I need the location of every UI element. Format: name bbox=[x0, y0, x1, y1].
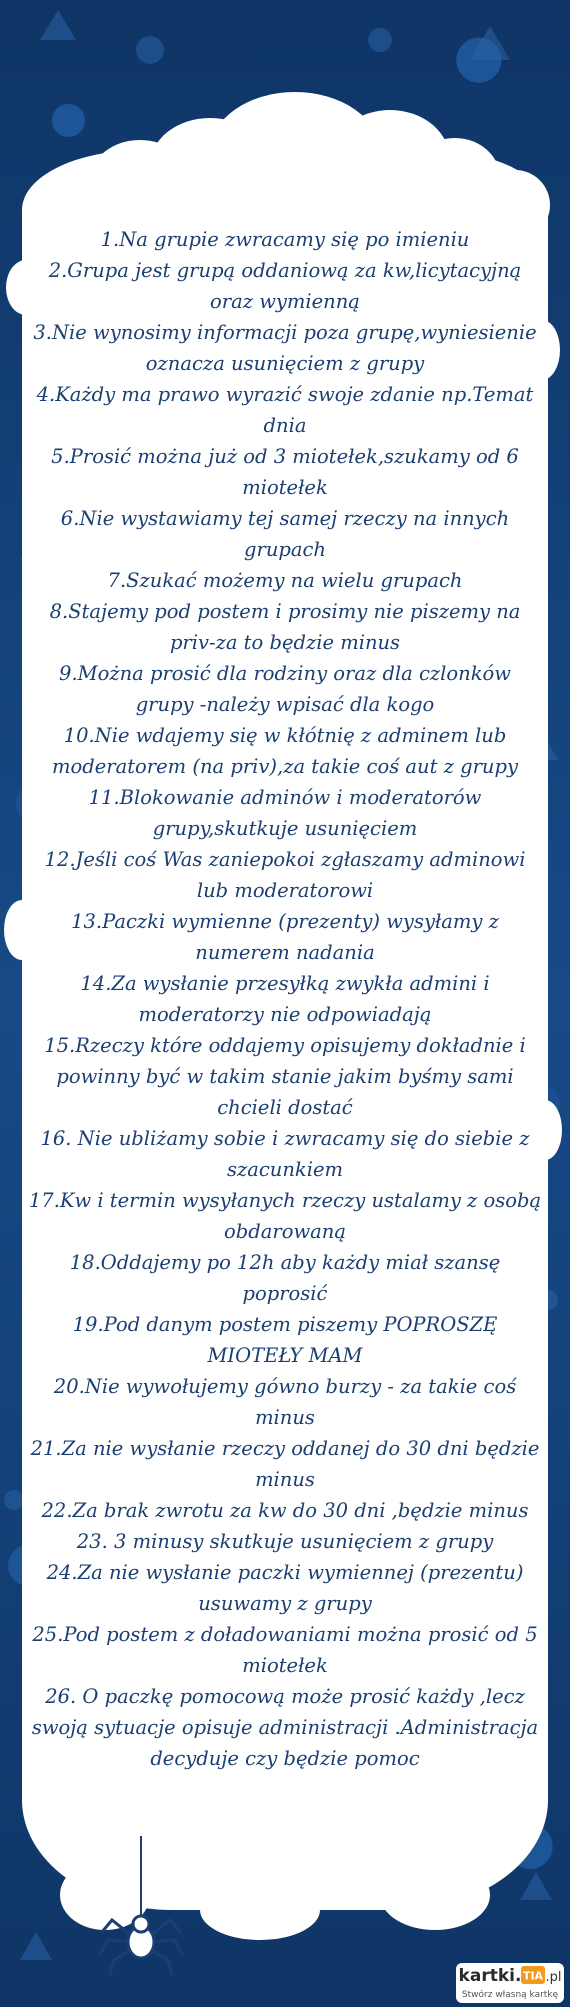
rule-item: 23. 3 minusy skutkuje usunięciem z grupy bbox=[76, 1530, 494, 1553]
rule-item: 9.Można prosić dla rodziny oraz dla czlonków grupy -należy wpisać dla kogo bbox=[59, 662, 511, 716]
brand-tagline: Stwórz własną kartkę bbox=[461, 1990, 559, 2000]
rule-item: 11.Blokowanie adminów i moderatorów grupy,skutkuje usunięciem bbox=[88, 786, 482, 840]
panel-edge-shape bbox=[200, 1880, 320, 1940]
rule-item: 12.Jeśli coś Was zaniepokoi zgłaszamy adminowi lub moderatorowi bbox=[44, 848, 526, 902]
rule-item: 16. Nie ubliżamy sobie i zwracamy się do siebie z szacunkiem bbox=[40, 1127, 530, 1181]
rule-item: 22.Za brak zwrotu za kw do 30 dni ,będzie minus bbox=[41, 1499, 529, 1522]
rule-item: 20.Nie wywołujemy gówno burzy - za takie coś minus bbox=[53, 1375, 517, 1429]
brand-logo-mark: TIA bbox=[523, 1969, 544, 1983]
rule-item: 7.Szukać możemy na wielu grupach bbox=[107, 569, 463, 592]
rule-item: 21.Za nie wysłanie rzeczy oddanej do 30 dni będzie minus bbox=[30, 1437, 540, 1491]
spider-icon bbox=[96, 1836, 186, 1976]
rule-item: 13.Paczki wymienne (prezenty) wysyłamy z numerem nadania bbox=[71, 910, 499, 964]
rule-item: 8.Stajemy pod postem i prosimy nie piszemy na priv-za to będzie minus bbox=[49, 600, 521, 654]
rule-item: 26. O paczkę pomocową może prosić każdy ,lecz swoją sytuacje opisuje administracji .Administracja decyduje czy będzie pomoc bbox=[31, 1685, 539, 1770]
rule-item: 1.Na grupie zwracamy się po imieniu bbox=[100, 228, 470, 251]
group-rules-list bbox=[28, 224, 542, 1774]
rule-item: 24.Za nie wysłanie paczki wymiennej (prezentu) usuwamy z grupy bbox=[46, 1561, 524, 1615]
rule-item: 3.Nie wynosimy informacji poza grupę,wyniesienie oznacza usunięciem z grupy bbox=[33, 321, 537, 375]
rule-item: 6.Nie wystawiamy tej samej rzeczy na innych grupach bbox=[60, 507, 510, 561]
rule-item: 15.Rzeczy które oddajemy opisujemy dokładnie i powinny być w takim stanie jakim byśmy sami chcieli dostać bbox=[44, 1034, 526, 1119]
rule-item: 25.Pod postem z doładowaniami można prosić od 5 miotełek bbox=[32, 1623, 538, 1677]
brand-logo-icon bbox=[521, 1966, 545, 1984]
rule-item: 18.Oddajemy po 12h aby każdy miał szansę poprosić bbox=[69, 1251, 501, 1305]
brand-wordmark: kartki. TIA .pl bbox=[458, 1966, 562, 1986]
rule-item: 10.Nie wdajemy się w kłótnię z adminem lub moderatorem (na priv),za takie coś aut z grupy bbox=[52, 724, 518, 778]
rule-item: 17.Kw i termin wysyłanych rzeczy ustalamy z osobą obdarowaną bbox=[28, 1189, 542, 1243]
kartki-brand-badge[interactable] bbox=[456, 1963, 564, 2003]
rule-item: 2.Grupa jest grupą oddaniową za kw,licytacyjną oraz wymienną bbox=[48, 259, 522, 313]
rule-item: 14.Za wysłanie przesyłką zwykła admini i moderatorzy nie odpowiadają bbox=[80, 972, 490, 1026]
rule-item: 4.Każdy ma prawo wyrazić swoje zdanie np.Temat dnia bbox=[36, 383, 534, 437]
rule-item: 19.Pod danym postem piszemy POPROSZĘ MIOTEŁY MAM bbox=[72, 1313, 498, 1367]
rule-item: 5.Prosić można już od 3 miotełek,szukamy od 6 miotełek bbox=[51, 445, 519, 499]
panel-edge-shape bbox=[380, 1860, 490, 1930]
